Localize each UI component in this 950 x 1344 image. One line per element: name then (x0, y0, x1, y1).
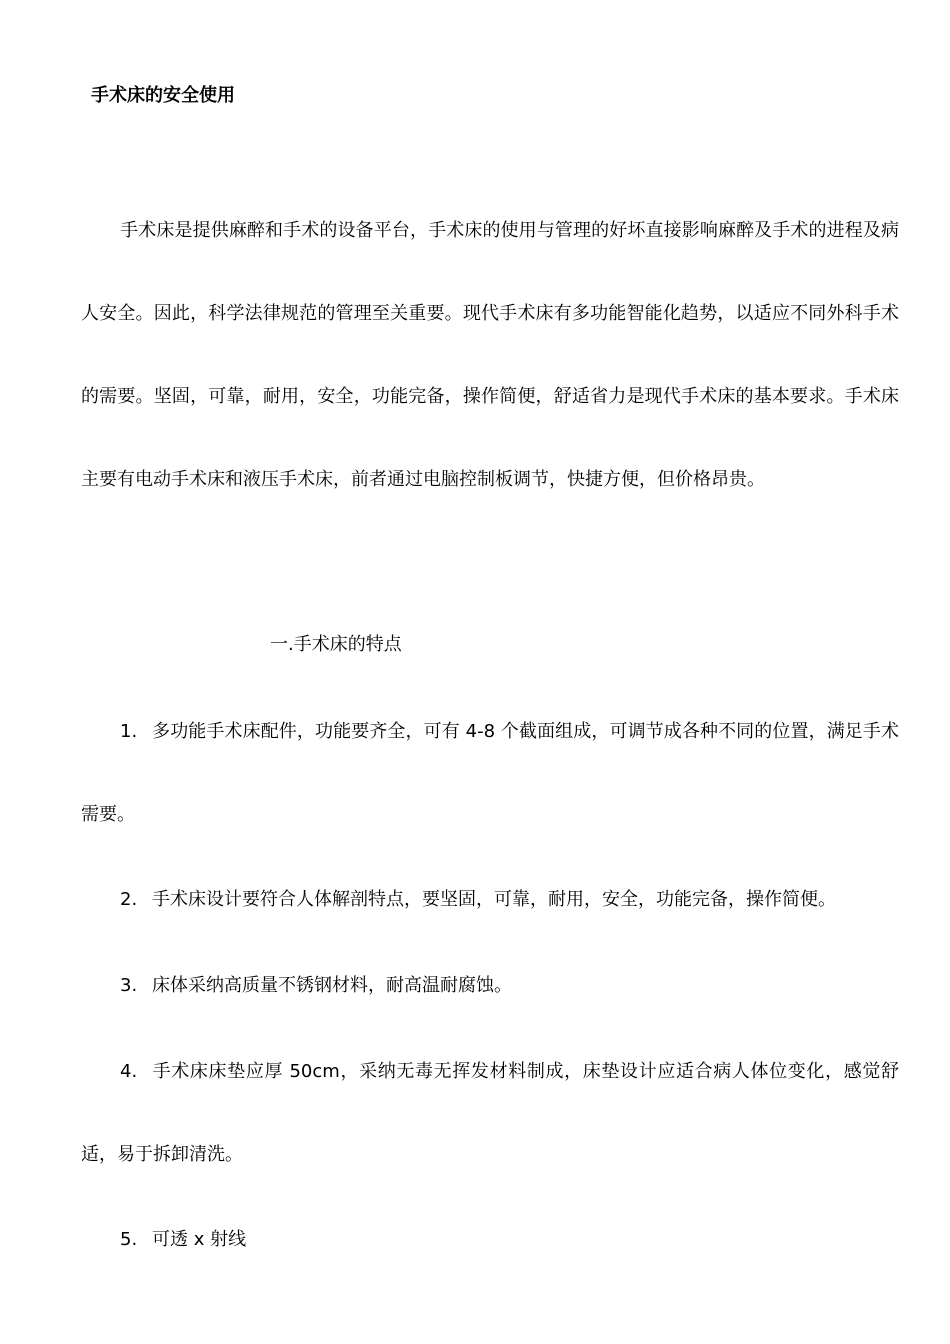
list-item (81, 1198, 899, 1281)
list-item-number: 2. (120, 889, 138, 910)
list-item (81, 1030, 899, 1196)
list-item-number: 4. (120, 1061, 138, 1082)
document-title: 手术床的安全使用 (91, 85, 235, 106)
intro-paragraph (81, 189, 899, 521)
list-item-number: 5. (120, 1229, 138, 1250)
intro-paragraph-text: 手术床是提供麻醉和手术的设备平台，手术床的使用与管理的好坏直接影响麻醉及手术的进程及病人安全。因此，科学法律规范的管理至关重要。现代手术床有多功能智能化趋势，以适应不同外科手术的需要。坚固，可靠，耐用，安全，功能完备，操作简便，舒适省力是现代手术床的基本要求。手术床主要有电动手术床和液压手术床，前者通过电脑控制板调节，快捷方便，但价格昂贵。 (81, 220, 899, 490)
list-item-text: 手术床设计要符合人体解剖特点，要坚固，可靠，耐用，安全，功能完备，操作简便。 (152, 889, 836, 910)
list-item-number: 3. (120, 975, 138, 996)
list-item (81, 690, 899, 856)
list-item-text: 多功能手术床配件，功能要齐全，可有 4-8 个截面组成，可调节成各种不同的位置，满足手术需要。 (81, 721, 899, 825)
list-item (81, 858, 899, 941)
list-item-text: 可透 x 射线 (152, 1229, 247, 1250)
section-heading: 一.手术床的特点 (270, 634, 402, 655)
list-item (81, 944, 899, 1027)
list-item-number: 1. (120, 721, 138, 742)
list-item-text: 床体采纳高质量不锈钢材料，耐高温耐腐蚀。 (152, 975, 512, 996)
list-item-text: 手术床床垫应厚 50cm，采纳无毒无挥发材料制成，床垫设计应适合病人体位变化，感觉舒适，易于拆卸清洗。 (81, 1061, 899, 1165)
